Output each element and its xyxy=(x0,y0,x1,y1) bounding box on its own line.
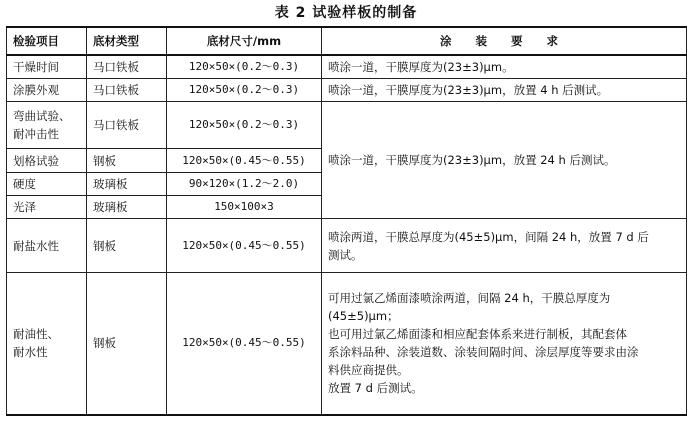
size-cell: 120×50×(0.45～0.55) xyxy=(167,219,322,273)
coating-line: 可用过氯乙烯面漆喷涂两道，间隔 24 h，干膜总厚度为 xyxy=(328,291,611,306)
coating-cell: 喷涂一道，干膜厚度为(23±3)μm，放置 4 h 后测试。 xyxy=(322,79,687,102)
size-cell: 120×50×(0.2～0.3) xyxy=(167,79,322,102)
size-cell: 120×50×(0.45～0.55) xyxy=(167,149,322,173)
table-row xyxy=(7,79,687,102)
coating-line: (45±5)μm； xyxy=(328,309,399,324)
size-cell: 120×50×(0.2～0.3) xyxy=(167,102,322,149)
substrate-cell: 钢板 xyxy=(87,273,167,415)
table-header-row xyxy=(7,27,687,55)
item-cell: 光泽 xyxy=(7,196,87,219)
substrate-cell: 马口铁板 xyxy=(87,102,167,149)
size-cell: 120×50×(0.2～0.3) xyxy=(167,55,322,79)
item-cell: 硬度 xyxy=(7,173,87,196)
substrate-cell: 玻璃板 xyxy=(87,196,167,219)
coating-line: 料供应商提供。 xyxy=(328,363,409,378)
table-caption: 表 2 试验样板的制备 xyxy=(274,5,418,21)
table-row xyxy=(7,102,687,149)
substrate-cell: 马口铁板 xyxy=(87,79,167,102)
size-cell: 150×100×3 xyxy=(167,196,322,219)
header-size: 底材尺寸/mm xyxy=(167,27,322,55)
table-row xyxy=(7,273,687,415)
item-cell xyxy=(7,102,87,149)
header-item: 检验项目 xyxy=(7,27,87,55)
coating-cell: 喷涂一道，干膜厚度为(23±3)μm，放置 24 h 后测试。 xyxy=(322,102,687,219)
item-cell: 耐盐水性 xyxy=(7,219,87,273)
item-cell: 涂膜外观 xyxy=(7,79,87,102)
coating-cell xyxy=(322,273,687,415)
coating-line: 也可用过氯乙烯面漆和相应配套体系来进行制板，其配套体 xyxy=(328,327,627,342)
item-line: 耐冲击性 xyxy=(13,127,59,141)
header-substrate: 底材类型 xyxy=(87,27,167,55)
substrate-cell: 钢板 xyxy=(87,219,167,273)
coating-line: 测试。 xyxy=(328,247,363,262)
coating-line: 喷涂两道，干膜总厚度为(45±5)μm，间隔 24 h，放置 7 d 后 xyxy=(328,229,649,244)
coating-line: 系涂料品种、涂装道数、涂装间隔时间、涂层厚度等要求由涂 xyxy=(328,345,639,360)
coating-cell: 喷涂一道，干膜厚度为(23±3)μm。 xyxy=(322,55,687,79)
table-row xyxy=(7,219,687,273)
size-cell: 90×120×(1.2～2.0) xyxy=(167,173,322,196)
item-cell: 划格试验 xyxy=(7,149,87,173)
table-row xyxy=(7,55,687,79)
substrate-cell: 玻璃板 xyxy=(87,173,167,196)
item-line: 耐油性、 xyxy=(13,327,59,342)
substrate-cell: 钢板 xyxy=(87,149,167,173)
sample-preparation-table xyxy=(6,26,687,416)
size-cell: 120×50×(0.45～0.55) xyxy=(167,273,322,415)
item-cell xyxy=(7,273,87,415)
substrate-cell: 马口铁板 xyxy=(87,55,167,79)
item-line: 耐水性 xyxy=(13,345,48,360)
coating-line: 放置 7 d 后测试。 xyxy=(328,381,423,396)
coating-cell xyxy=(322,219,687,273)
item-cell: 干燥时间 xyxy=(7,55,87,79)
header-coating: 涂 装 要 求 xyxy=(322,27,687,55)
item-line: 弯曲试验、 xyxy=(13,109,71,123)
